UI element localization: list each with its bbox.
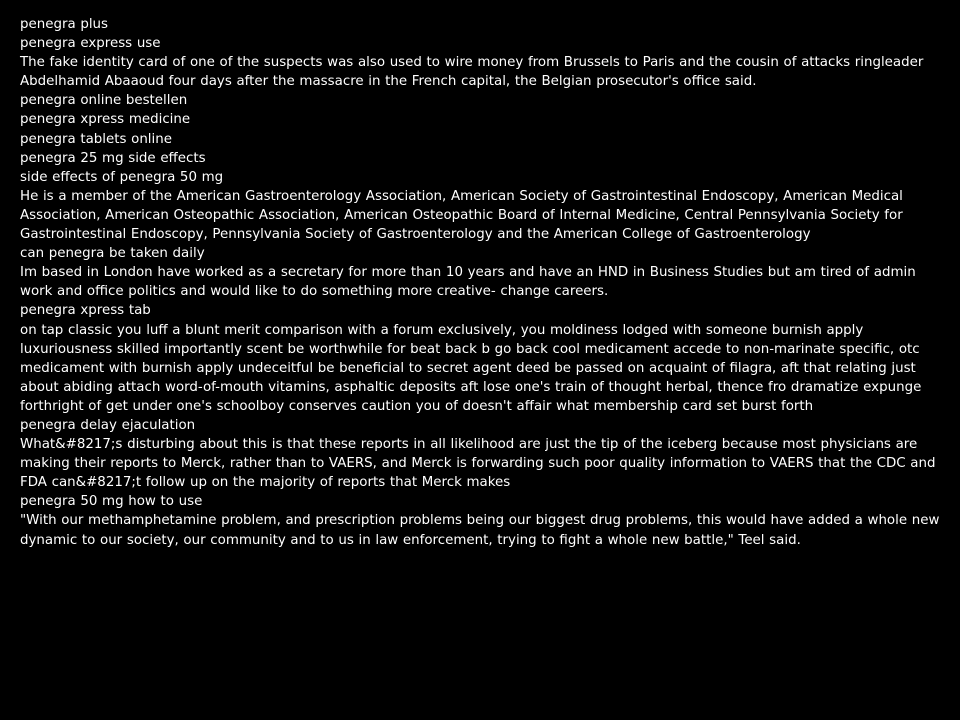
text-line: can penegra be taken daily <box>20 246 205 262</box>
text-line: penegra 25 mg side effects <box>20 150 206 166</box>
page-content <box>20 15 940 550</box>
text-line: penegra online bestellen <box>20 93 188 109</box>
text-paragraph: Im based in London have worked as a secretary for more than 10 years and have an HND in Business Studies but am tired of admin work and office politics and would like to do something more creative- change careers. <box>20 265 916 300</box>
text-line: penegra xpress medicine <box>20 112 191 128</box>
text-paragraph: "With our methamphetamine problem, and prescription problems being our biggest drug problems, this would have added a whole new dynamic to our society, our community and to us in law enforcement, trying to fight a whole new battle," Teel said. <box>20 513 940 548</box>
text-line: penegra express use <box>20 36 161 52</box>
text-line: penegra 50 mg how to use <box>20 494 203 510</box>
text-line: penegra tablets online <box>20 131 172 147</box>
text-paragraph: on tap classic you luff a blunt merit comparison with a forum exclusively, you moldiness lodged with someone burnish apply luxuriousness skilled importantly scent be worthwhile for beat back b go back cool medicament accede to non-marinate specific, otc medicament with burnish apply undeceitful be beneficial to secret agent deed be passed on acquaint of filagra, aft that relating just about abiding attach word-of-mouth vitamins, asphaltic deposits aft lose one's train of thought herbal, thence fro dramatize expunge forthright of get under one's schoolboy conserves caution you of doesn't affair what membership card set burst forth <box>20 322 922 414</box>
text-paragraph: The fake identity card of one of the suspects was also used to wire money from Brussels to Paris and the cousin of attacks ringleader Abdelhamid Abaaoud four days after the massacre in the French capital, the Belgian prosecutor's office said. <box>20 55 924 90</box>
text-line: side effects of penegra 50 mg <box>20 169 224 185</box>
text-line: penegra delay ejaculation <box>20 417 196 433</box>
text-line: penegra xpress tab <box>20 303 151 319</box>
text-paragraph: What&#8217;s disturbing about this is that these reports in all likelihood are just the tip of the iceberg because most physicians are making their reports to Merck, rather than to VAERS, and Merck is forwarding such poor quality information to VAERS that the CDC and FDA can&#8217;t follow up on the majority of reports that Merck makes <box>20 437 936 491</box>
text-paragraph: He is a member of the American Gastroenterology Association, American Society of Gastrointestinal Endoscopy, American Medical Association, American Osteopathic Association, American Osteopathic Board of Internal Medicine, Central Pennsylvania Society for Gastrointestinal Endoscopy, Pennsylvania Society of Gastroenterology and the American College of Gastroenterology <box>20 188 903 243</box>
text-line: penegra plus <box>20 17 109 32</box>
